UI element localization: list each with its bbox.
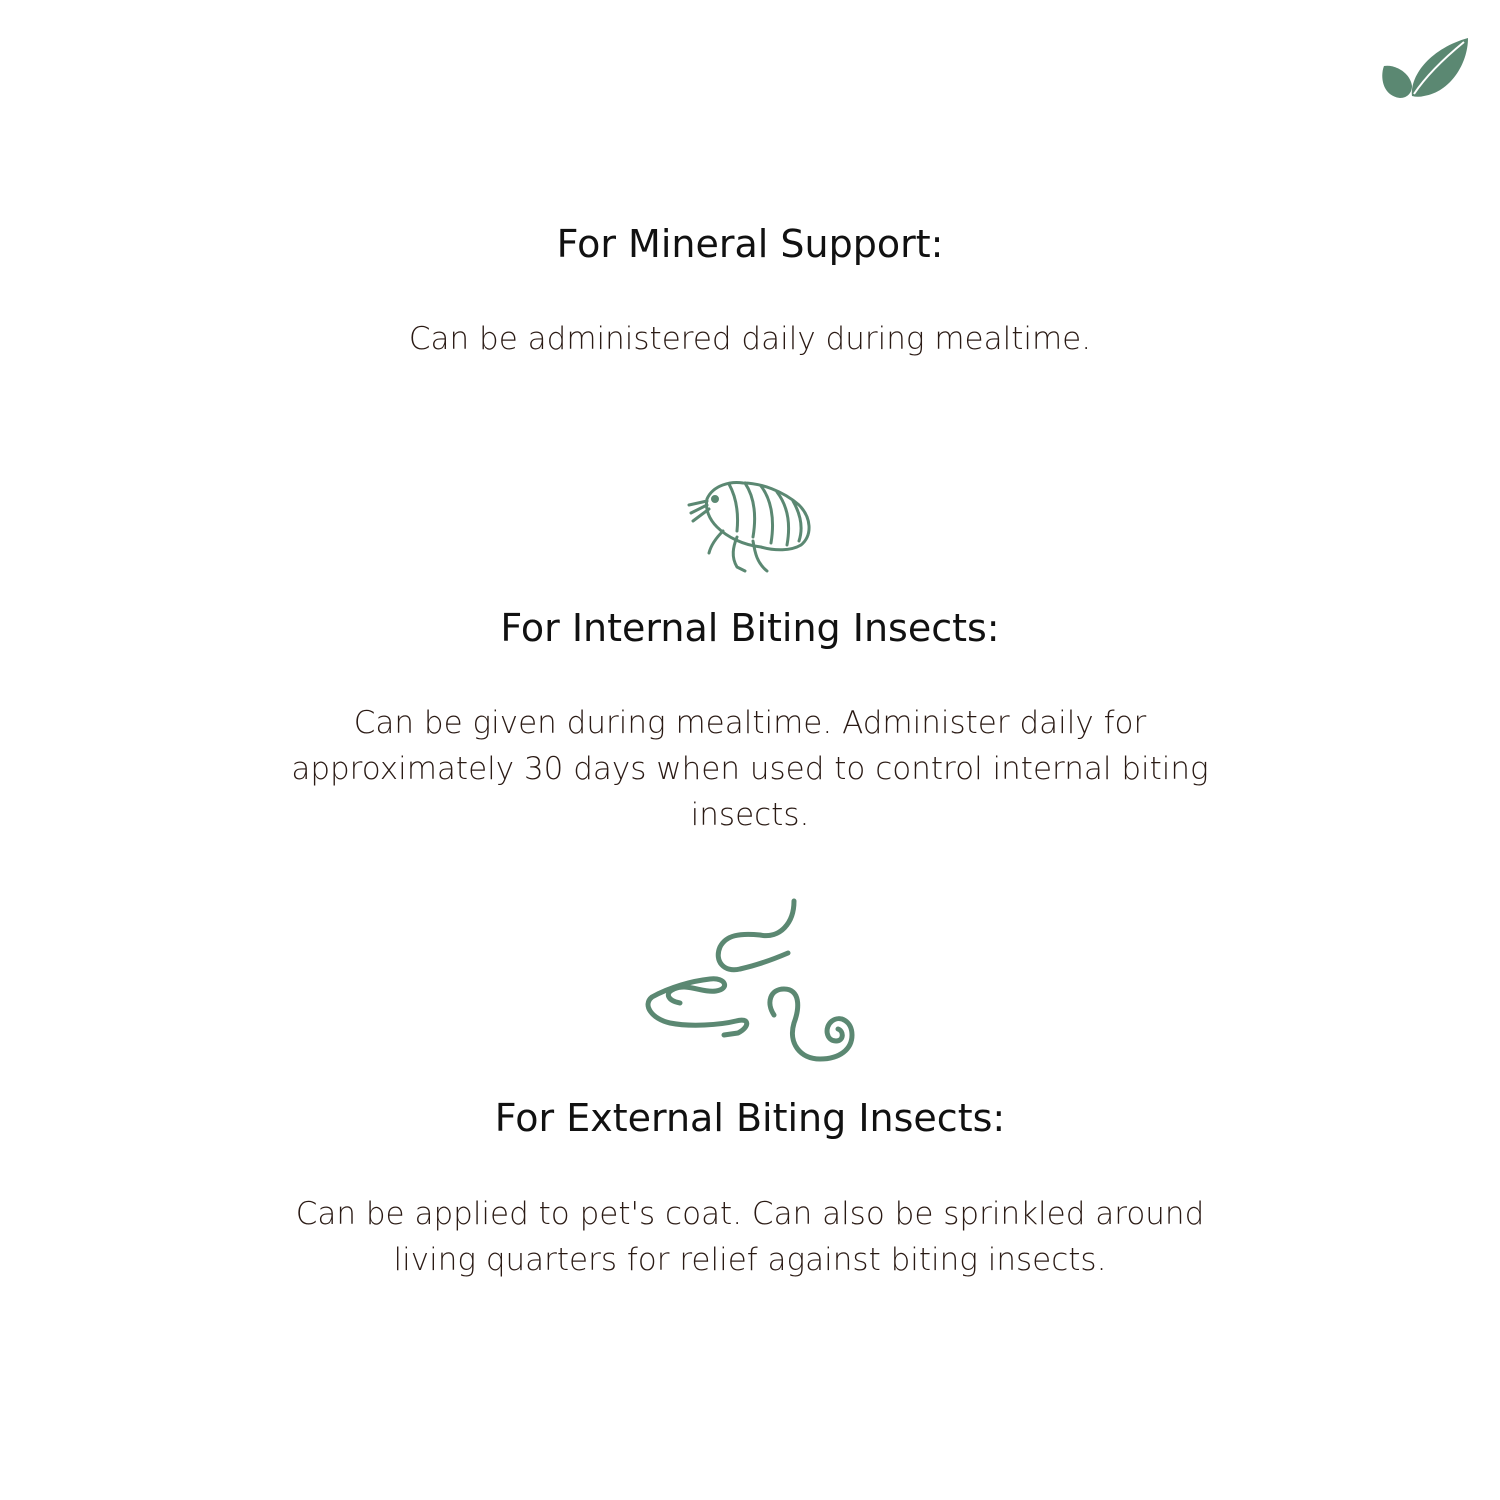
section-body-internal-insects: Can be given during mealtime. Administer daily for approximately 30 days when used to control internal biting insects. (291, 705, 1209, 833)
section-body-external-insects: Can be applied to pet's coat. Can also be sprinkled around living quarters for relief against biting insects. (295, 1196, 1205, 1278)
section-heading-internal-insects: For Internal Biting Insects: (500, 606, 1000, 650)
worms-icon (640, 893, 860, 1065)
section-heading-mineral-support: For Mineral Support: (556, 222, 944, 266)
leaf-icon (1380, 34, 1470, 100)
section-heading-external-insects: For External Biting Insects: (494, 1096, 1006, 1140)
flea-icon (683, 475, 819, 577)
section-body-mineral-support: Can be administered daily during mealtime. (408, 321, 1092, 357)
